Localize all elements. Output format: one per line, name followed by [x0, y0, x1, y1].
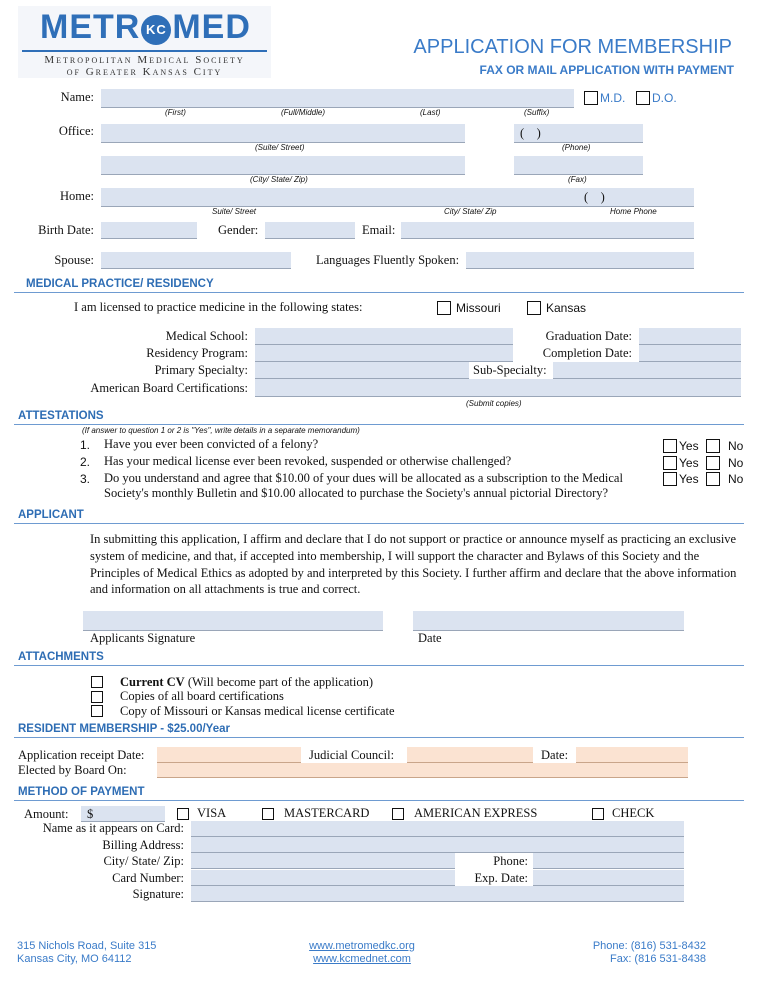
primary-specialty-field[interactable] [255, 362, 469, 379]
applicant-date-label: Date [418, 631, 442, 645]
kansas-checkbox[interactable] [527, 301, 541, 315]
footer-websites [262, 940, 462, 966]
card-number-field[interactable] [191, 870, 455, 886]
judicial-council-field[interactable] [407, 747, 533, 763]
footer-address-line1: 315 Nichols Road, Suite 315 [17, 940, 157, 952]
footer-web-link-2[interactable]: www.kcmednet.com [313, 953, 411, 965]
billing-address-label: Billing Address: [102, 838, 184, 852]
exp-date-label: Exp. Date: [474, 871, 528, 885]
payment-rule [14, 800, 744, 801]
logo-kc-seal: KC [141, 15, 171, 45]
logo-wordmark [40, 8, 251, 47]
payment-phone-field[interactable] [533, 853, 684, 869]
question-3-text: Do you understand and agree that $10.00 of your dues will be allocated as a subscription to the Medical Society's monthly Bulletin and $10.00 allocated to purchase the Society's annual pictorial Directory? [104, 471, 623, 500]
question-1-number: 1. [80, 438, 91, 452]
applicant-statement: In submitting this application, I affirm and declare that I do not support or practice or announce myself as practicing an exclusive system of medicine, and that, if accepted into membership, I will support the character and Bylaws of this Society and the Principles of Medical Ethics as adopted by and interpreted by this Society. I further affirm and declare that the above information and information on all attachments is true and correct. [90, 532, 737, 597]
medical-school-field[interactable] [255, 328, 513, 345]
q1-no-label: No [728, 439, 744, 453]
name-on-card-label: Name as it appears on Card: [42, 821, 184, 835]
amex-label: AMERICAN EXPRESS [414, 806, 538, 820]
attestations-rule [14, 424, 744, 425]
logo-metro: METR [40, 8, 141, 46]
md-label: M.D. [600, 91, 626, 105]
attachment-license-label: Copy of Missouri or Kansas medical license certificate [120, 704, 395, 718]
home-suite-caption: Suite/ Street [212, 207, 257, 216]
board-cert-field[interactable] [255, 379, 741, 397]
office-city-caption: (City/ State/ Zip) [250, 175, 308, 184]
office-city-field[interactable] [101, 156, 465, 175]
home-label: Home: [59, 189, 94, 203]
q1-yes-label: Yes [679, 439, 699, 453]
card-number-label: Card Number: [112, 871, 184, 885]
form-title: APPLICATION FOR MEMBERSHIP [413, 36, 732, 58]
question-2-number: 2. [80, 455, 91, 469]
sub-specialty-label: Sub-Specialty: [473, 363, 547, 377]
attachment-cv-label [120, 675, 373, 690]
name-on-card-field[interactable] [191, 821, 684, 837]
attestations-heading: ATTESTATIONS [18, 410, 104, 422]
board-cert-label: American Board Certifications: [90, 381, 248, 395]
attachment-cv-checkbox[interactable] [91, 676, 103, 688]
payment-city-label: City/ State/ Zip: [103, 854, 184, 868]
languages-field[interactable] [466, 252, 694, 269]
amount-label: Amount: [24, 807, 69, 821]
do-checkbox[interactable] [636, 91, 650, 105]
judicial-council-label: Judicial Council: [309, 748, 395, 762]
mastercard-label: MASTERCARD [284, 806, 370, 820]
q3-no-label: No [728, 472, 744, 486]
languages-label: Languages Fluently Spoken: [316, 253, 460, 267]
footer-web-link-1[interactable]: www.metromedkc.org [309, 940, 415, 952]
elected-label: Elected by Board On: [18, 763, 127, 777]
home-phone-caption: Home Phone [610, 207, 657, 216]
attachments-rule [14, 665, 744, 666]
q1-no-checkbox[interactable] [706, 439, 720, 453]
office-fax-field[interactable] [514, 156, 643, 175]
q2-no-checkbox[interactable] [706, 456, 720, 470]
home-city-caption: City/ State/ Zip [444, 207, 497, 216]
check-checkbox[interactable] [592, 808, 604, 820]
kansas-label: Kansas [546, 301, 587, 315]
office-phone-caption: (Phone) [562, 143, 591, 152]
question-2-text: Has your medical license ever been revoked, suspended or otherwise challenged? [104, 454, 512, 468]
visa-checkbox[interactable] [177, 808, 189, 820]
attachment-license-checkbox[interactable] [91, 705, 103, 717]
sub-specialty-field[interactable] [553, 362, 741, 379]
resident-rule [14, 737, 744, 738]
payment-signature-label: Signature: [132, 887, 184, 901]
completion-date-label: Completion Date: [542, 346, 632, 360]
question-1-text: Have you ever been convicted of a felony? [104, 437, 319, 451]
footer-fax: Fax: (816 531-8438 [609, 953, 706, 965]
currency-sign: $ [87, 807, 94, 821]
mastercard-checkbox[interactable] [262, 808, 274, 820]
missouri-checkbox[interactable] [437, 301, 451, 315]
licensed-text: I am licensed to practice medicine in the following states: [74, 300, 363, 314]
gender-label: Gender: [218, 223, 259, 237]
footer-address-line2: Kansas City, MO 64112 [17, 953, 132, 965]
applicant-rule [14, 523, 744, 524]
q2-yes-checkbox[interactable] [663, 456, 677, 470]
attachment-board-label: Copies of all board certifications [120, 689, 284, 703]
logo-med: MED [172, 8, 251, 46]
receipt-date-field[interactable] [157, 747, 301, 763]
q3-yes-checkbox[interactable] [663, 472, 677, 486]
payment-city-field[interactable] [191, 853, 455, 869]
residency-label: Residency Program: [146, 346, 248, 360]
office-suite-caption: (Suite/ Street) [255, 143, 305, 152]
society-line-2: of Greater Kansas City [66, 66, 223, 78]
spouse-label: Spouse: [54, 253, 94, 267]
applicant-signature-label: Applicants Signature [90, 631, 196, 645]
payment-signature-field[interactable] [191, 886, 684, 902]
payment-heading: METHOD OF PAYMENT [18, 786, 145, 798]
receipt-date-label: Application receipt Date: [18, 748, 145, 762]
attachment-cv-bold: Current CV [120, 675, 185, 689]
logo-underline [22, 50, 267, 52]
society-line-1: Metropolitan Medical Society [44, 54, 245, 66]
footer-address [17, 940, 156, 966]
gender-field[interactable] [265, 222, 355, 239]
amex-checkbox[interactable] [392, 808, 404, 820]
name-caption-last: (Last) [420, 108, 441, 117]
applicant-heading: APPLICANT [18, 509, 84, 521]
applicant-signature-field[interactable] [83, 611, 383, 631]
residency-field[interactable] [255, 345, 513, 362]
graduation-date-label: Graduation Date: [545, 329, 632, 343]
q3-yes-label: Yes [679, 472, 699, 486]
spouse-field[interactable] [101, 252, 291, 269]
missouri-label: Missouri [456, 301, 501, 315]
completion-date-field[interactable] [639, 345, 741, 362]
footer-phone: Phone: (816) 531-8432 [592, 940, 706, 952]
logo [18, 6, 271, 78]
office-label: Office: [58, 124, 94, 138]
question-3-number: 3. [80, 472, 91, 486]
do-label: D.O. [652, 91, 677, 105]
email-label: Email: [362, 223, 396, 237]
graduation-date-field[interactable] [639, 328, 741, 345]
footer-contact [593, 940, 706, 966]
attachment-board-checkbox[interactable] [91, 691, 103, 703]
medical-practice-heading: MEDICAL PRACTICE/ RESIDENCY [26, 278, 214, 290]
office-suite-field[interactable] [101, 124, 465, 143]
submit-copies-caption: (Submit copies) [466, 399, 522, 408]
exp-date-field[interactable] [533, 870, 684, 886]
payment-phone-label: Phone: [493, 854, 528, 868]
home-phone-paren: ( ) [584, 190, 605, 204]
visa-label: VISA [197, 806, 227, 820]
resident-date-label: Date: [541, 748, 569, 762]
resident-heading: RESIDENT MEMBERSHIP - $25.00/Year [18, 723, 230, 735]
attestations-note: (If answer to question 1 or 2 is "Yes", write details in a separate memorandum) [82, 426, 360, 435]
attachments-heading: ATTACHMENTS [18, 651, 104, 663]
primary-specialty-label: Primary Specialty: [154, 363, 248, 377]
name-caption-suffix: (Suffix) [524, 108, 550, 117]
q3-no-checkbox[interactable] [706, 472, 720, 486]
medical-practice-rule [14, 292, 744, 293]
check-label: CHECK [612, 806, 655, 820]
home-field[interactable] [101, 188, 694, 207]
q2-yes-label: Yes [679, 456, 699, 470]
md-checkbox[interactable] [584, 91, 598, 105]
birth-date-field[interactable] [101, 222, 197, 239]
billing-address-field[interactable] [191, 837, 684, 853]
resident-date-field[interactable] [576, 747, 688, 763]
name-field[interactable] [101, 89, 574, 108]
email-field[interactable] [401, 222, 694, 239]
attachment-cv-rest: (Will become part of the application) [184, 675, 374, 689]
office-fax-caption: (Fax) [568, 175, 587, 184]
name-caption-middle: (Full/Middle) [281, 108, 326, 117]
amount-field[interactable] [81, 806, 165, 822]
elected-field[interactable] [157, 763, 688, 778]
medical-school-label: Medical School: [165, 329, 248, 343]
q1-yes-checkbox[interactable] [663, 439, 677, 453]
applicant-date-field[interactable] [413, 611, 684, 631]
birth-date-label: Birth Date: [38, 223, 94, 237]
name-caption-first: (First) [165, 108, 186, 117]
office-phone-paren: ( ) [520, 126, 541, 140]
form-subtitle: FAX OR MAIL APPLICATION WITH PAYMENT [479, 63, 734, 77]
name-label: Name: [60, 90, 94, 104]
q2-no-label: No [728, 456, 744, 470]
